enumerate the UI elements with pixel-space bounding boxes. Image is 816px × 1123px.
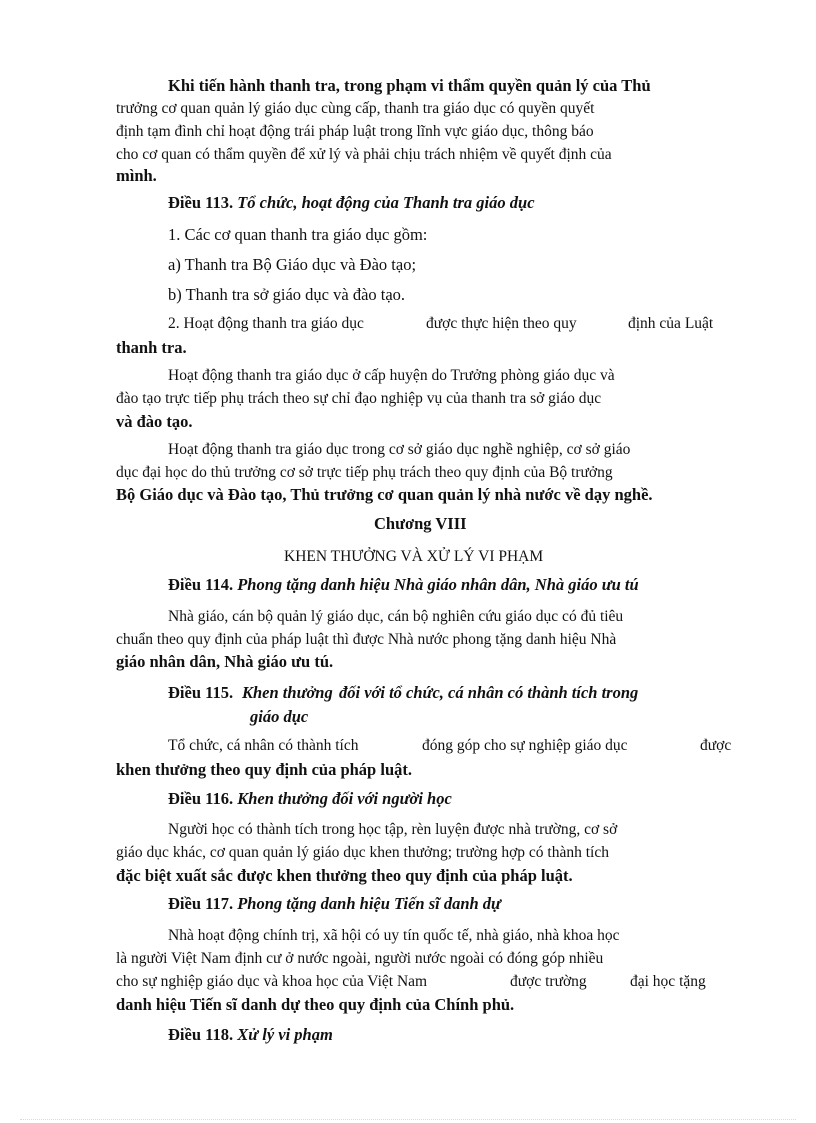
paragraph-line: dục đại học do thủ trưởng cơ sở trực tiếp phụ trách theo quy định của Bộ trưởng xyxy=(116,464,613,481)
article-114-heading xyxy=(168,575,639,595)
paragraph-line: Bộ Giáo dục và Đào tạo, Thủ trưởng cơ quan quản lý nhà nước về dạy nghề. xyxy=(116,485,653,504)
paragraph-line: Hoạt động thanh tra giáo dục trong cơ sở giáo dục nghề nghiệp, cơ sở giáo xyxy=(168,441,631,458)
paragraph-line: và đào tạo. xyxy=(116,412,193,431)
paragraph-line: chuẩn theo quy định của pháp luật thì được Nhà nước phong tặng danh hiệu Nhà xyxy=(116,631,617,648)
paragraph-line: Hoạt động thanh tra giáo dục ở cấp huyện do Trưởng phòng giáo dục và xyxy=(168,367,615,384)
paragraph-segment: đóng góp cho sự nghiệp giáo dục xyxy=(422,737,628,754)
paragraph-line: giáo dục khác, cơ quan quản lý giáo dục khen thưởng; trường hợp có thành tích xyxy=(116,844,609,861)
paragraph-line: mình. xyxy=(116,166,157,185)
paragraph-line: trưởng cơ quan quản lý giáo dục cùng cấp, thanh tra giáo dục có quyền quyết xyxy=(116,100,595,117)
paragraph-line: thanh tra. xyxy=(116,338,187,357)
paragraph-segment: Tổ chức, cá nhân có thành tích xyxy=(168,737,359,754)
article-title: Phong tặng danh hiệu Nhà giáo nhân dân, Nhà giáo ưu tú xyxy=(237,575,639,594)
paragraph-line: cho cơ quan có thẩm quyền để xử lý và phải chịu trách nhiệm về quyết định của xyxy=(116,146,612,163)
paragraph-line: Nhà giáo, cán bộ quản lý giáo dục, cán bộ nghiên cứu giáo dục có đủ tiêu xyxy=(168,608,624,625)
paragraph-line: giáo nhân dân, Nhà giáo ưu tú. xyxy=(116,652,334,671)
article-118-heading xyxy=(168,1025,333,1045)
article-title: đối với tổ chức, cá nhân có thành tích trong xyxy=(339,683,639,702)
paragraph-line: Người học có thành tích trong học tập, rèn luyện được nhà trường, cơ sở xyxy=(168,821,618,838)
paragraph-line: đào tạo trực tiếp phụ trách theo sự chỉ đạo nghiệp vụ của thanh tra sở giáo dục xyxy=(116,390,602,407)
paragraph-line: đặc biệt xuất sắc được khen thưởng theo quy định của pháp luật. xyxy=(116,866,573,885)
article-title: Phong tặng danh hiệu Tiến sĩ danh dự xyxy=(237,894,501,913)
list-item: a) Thanh tra Bộ Giáo dục và Đào tạo; xyxy=(168,255,417,274)
article-number: Điều 117. xyxy=(168,894,234,913)
paragraph-line: danh hiệu Tiến sĩ danh dự theo quy định của Chính phủ. xyxy=(116,995,515,1014)
article-title: giáo dục xyxy=(250,707,309,726)
paragraph-line: Khi tiến hành thanh tra, trong phạm vi thẩm quyền quản lý của Thủ xyxy=(168,76,651,95)
paragraph-segment: định của Luật xyxy=(628,315,714,332)
paragraph-segment: được trường xyxy=(510,973,587,990)
page-bottom-rule xyxy=(20,1119,796,1120)
article-117-heading xyxy=(168,894,501,914)
article-number: Điều 115. xyxy=(168,683,234,702)
paragraph-line: là người Việt Nam định cư ở nước ngoài, người nước ngoài có đóng góp nhiều xyxy=(116,950,604,967)
article-title: Khen thưởng xyxy=(242,683,333,702)
article-113-heading xyxy=(168,193,535,213)
article-title: Tổ chức, hoạt động của Thanh tra giáo dục xyxy=(237,193,535,212)
list-item: b) Thanh tra sở giáo dục và đào tạo. xyxy=(168,285,406,304)
article-number: Điều 114. xyxy=(168,575,234,594)
paragraph-line: khen thưởng theo quy định của pháp luật. xyxy=(116,760,412,779)
chapter-title: KHEN THƯỞNG VÀ XỬ LÝ VI PHẠM xyxy=(284,548,544,565)
article-title: Khen thưởng đối với người học xyxy=(237,789,452,808)
article-title: Xử lý vi phạm xyxy=(237,1025,333,1044)
paragraph-segment: đại học tặng xyxy=(630,973,706,990)
list-item: 1. Các cơ quan thanh tra giáo dục gồm: xyxy=(168,225,428,244)
article-number: Điều 116. xyxy=(168,789,234,808)
paragraph-segment: được thực hiện theo quy xyxy=(426,315,577,332)
chapter-heading: Chương VIII xyxy=(374,514,467,533)
paragraph-line: Nhà hoạt động chính trị, xã hội có uy tín quốc tế, nhà giáo, nhà khoa học xyxy=(168,927,620,944)
article-number: Điều 118. xyxy=(168,1025,234,1044)
article-116-heading xyxy=(168,789,452,809)
paragraph-segment: được xyxy=(700,737,732,754)
article-number: Điều 113. xyxy=(168,193,234,212)
paragraph-line: định tạm đình chỉ hoạt động trái pháp luật trong lĩnh vực giáo dục, thông báo xyxy=(116,123,594,140)
paragraph-segment: cho sự nghiệp giáo dục và khoa học của Việt Nam xyxy=(116,973,428,990)
paragraph-segment: 2. Hoạt động thanh tra giáo dục xyxy=(168,315,364,332)
